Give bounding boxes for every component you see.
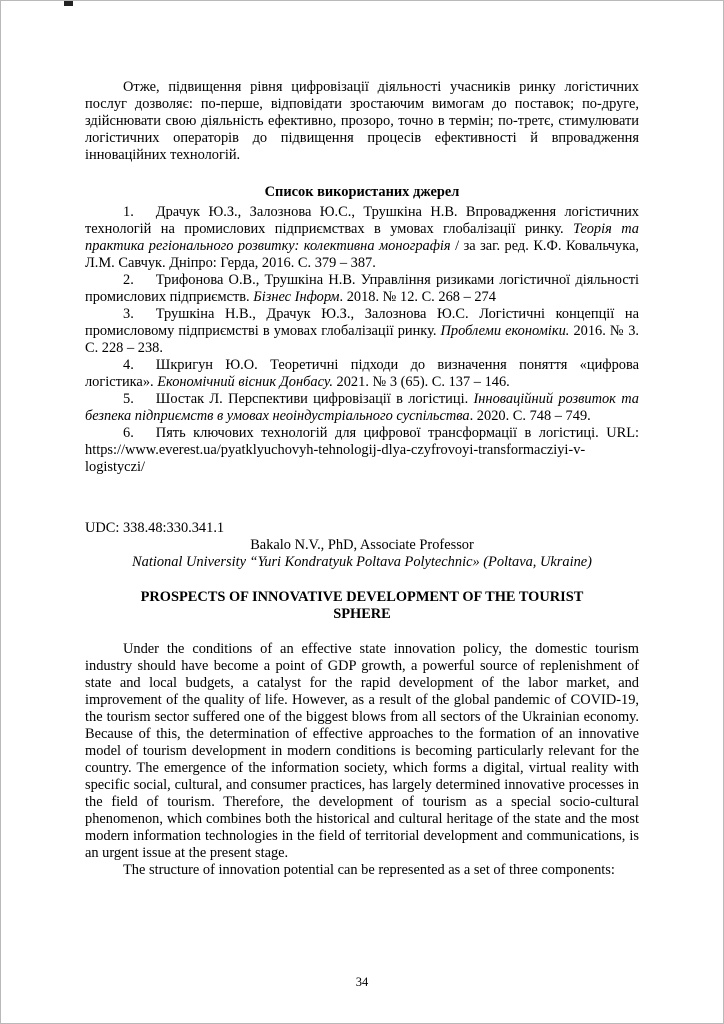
reference-number: 6. bbox=[123, 425, 134, 441]
reference-number: 3. bbox=[123, 306, 134, 322]
reference-number: 1. bbox=[123, 204, 134, 220]
page-number: 34 bbox=[355, 975, 369, 989]
reference-text-segment: Економічний вісник Донбасу. bbox=[157, 374, 333, 390]
reference-item bbox=[85, 272, 639, 306]
reference-text-segment: Проблеми економіки. bbox=[440, 323, 570, 339]
page-content bbox=[1, 1, 723, 879]
reference-item bbox=[85, 306, 639, 357]
reference-item bbox=[85, 204, 639, 272]
reference-text-segment: . 2018. № 12. С. 268 – 274 bbox=[339, 289, 496, 305]
reference-item bbox=[85, 391, 639, 425]
reference-text-segment: . 2020. С. 748 – 749. bbox=[469, 408, 591, 424]
body-paragraph: The structure of innovation potential can be represented as a set of three components: bbox=[123, 862, 615, 878]
reference-text-segment: Шкригун Ю.О. Теоретичні підходи до визначення поняття «цифрова логістика». bbox=[85, 357, 639, 390]
reference-number: 5. bbox=[123, 391, 134, 407]
reference-text-segment: Бізнес Інформ bbox=[253, 289, 340, 305]
udc-line: UDC: 338.48:330.341.1 bbox=[85, 520, 225, 536]
reference-number: 4. bbox=[123, 357, 134, 373]
reference-text-segment: Трушкіна Н.В., Драчук Ю.З., Залознова Ю.С. Логістичні концепції на промисловому підприємстві в умовах глобалізації ринку. bbox=[85, 306, 639, 339]
article-title: PROSPECTS OF INNOVATIVE DEVELOPMENT OF THE TOURIST SPHERE bbox=[140, 589, 584, 622]
reference-text-segment: Пять ключових технологій для цифрової трансформації в логістиці. URL: https://www.everest.ua/pyatklyuchovyh-tehnologij-dlya-czyfrovoyi-transformacziyi-v-logistyczi/ bbox=[85, 425, 639, 475]
intro-paragraph: Отже, підвищення рівня цифровізації діяльності учасників ринку логістичних послуг дозволяє: по-перше, відповідати зростаючим вимогам до поставок; по-друге, здійснювати свою діяльність ефективно, прозоро, точно в термін; по-третє, стимулювати логістичних операторів до підвищення процесів ефективності й впровадження інноваційних технологій. bbox=[85, 79, 639, 163]
references-heading: Список використаних джерел bbox=[264, 184, 460, 200]
reference-text-segment: 2016. № 3. С. 228 – 238. bbox=[85, 323, 639, 356]
reference-text-segment: Теорія та практика регіонального розвитку: колективна монографія bbox=[85, 221, 639, 254]
author-line: Bakalo N.V., PhD, Associate Professor bbox=[250, 537, 474, 553]
reference-item bbox=[85, 425, 639, 476]
reference-number: 2. bbox=[123, 272, 134, 288]
scan-artifact bbox=[64, 1, 73, 6]
reference-text-segment: / за заг. ред. К.Ф. Ковальчука, Л.М. Савчук. Дніпро: Герда, 2016. С. 379 – 387. bbox=[85, 238, 639, 271]
reference-text-segment: Шостак Л. Перспективи цифровізації в логістиці. bbox=[155, 391, 474, 407]
reference-text-segment: Інноваційний розвиток та безпека підприємств в умовах неоіндустріального суспільства bbox=[85, 391, 639, 424]
reference-text-segment: Трифонова О.В., Трушкіна Н.В. Управління ризиками логістичної діяльності промислових підприємств. bbox=[85, 272, 639, 305]
reference-item bbox=[85, 357, 639, 391]
article-body bbox=[85, 641, 639, 879]
affiliation-line: National University “Yuri Kondratyuk Poltava Polytechnic» (Poltava, Ukraine) bbox=[132, 554, 592, 570]
reference-text-segment: 2021. № 3 (65). С. 137 – 146. bbox=[332, 374, 510, 390]
references-list bbox=[85, 204, 639, 476]
body-paragraph: Under the conditions of an effective state innovation policy, the domestic tourism industry should have become a point of GDP growth, a powerful source of replenishment of state and local budgets, a catalyst for the rapid development of the labor market, and improvement of the quality of life. However, as a result of the global pandemic of COVID-19, the tourism sector suffered one of the biggest blows from all sectors of the Ukrainian economy. Because of this, the determination of effective approaches to the formation of an innovative model of tourism development in modern conditions is becoming particularly relevant for the country. The emergence of the information society, which forms a digital, virtual reality with specific social, cultural, and consumer practices, has largely determined innovative processes in the field of tourism. Therefore, the development of tourism as a special socio-cultural phenomenon, which combines both the historical and cultural heritage of the state and the most modern information technologies in the field of territorial development and communications, is an urgent issue at the present stage. bbox=[85, 641, 639, 861]
reference-text-segment: Драчук Ю.З., Залознова Ю.С., Трушкіна Н.В. Впровадження логістичних технологій на промислових підприємствах в умовах глобалізації ринку. bbox=[85, 204, 639, 237]
